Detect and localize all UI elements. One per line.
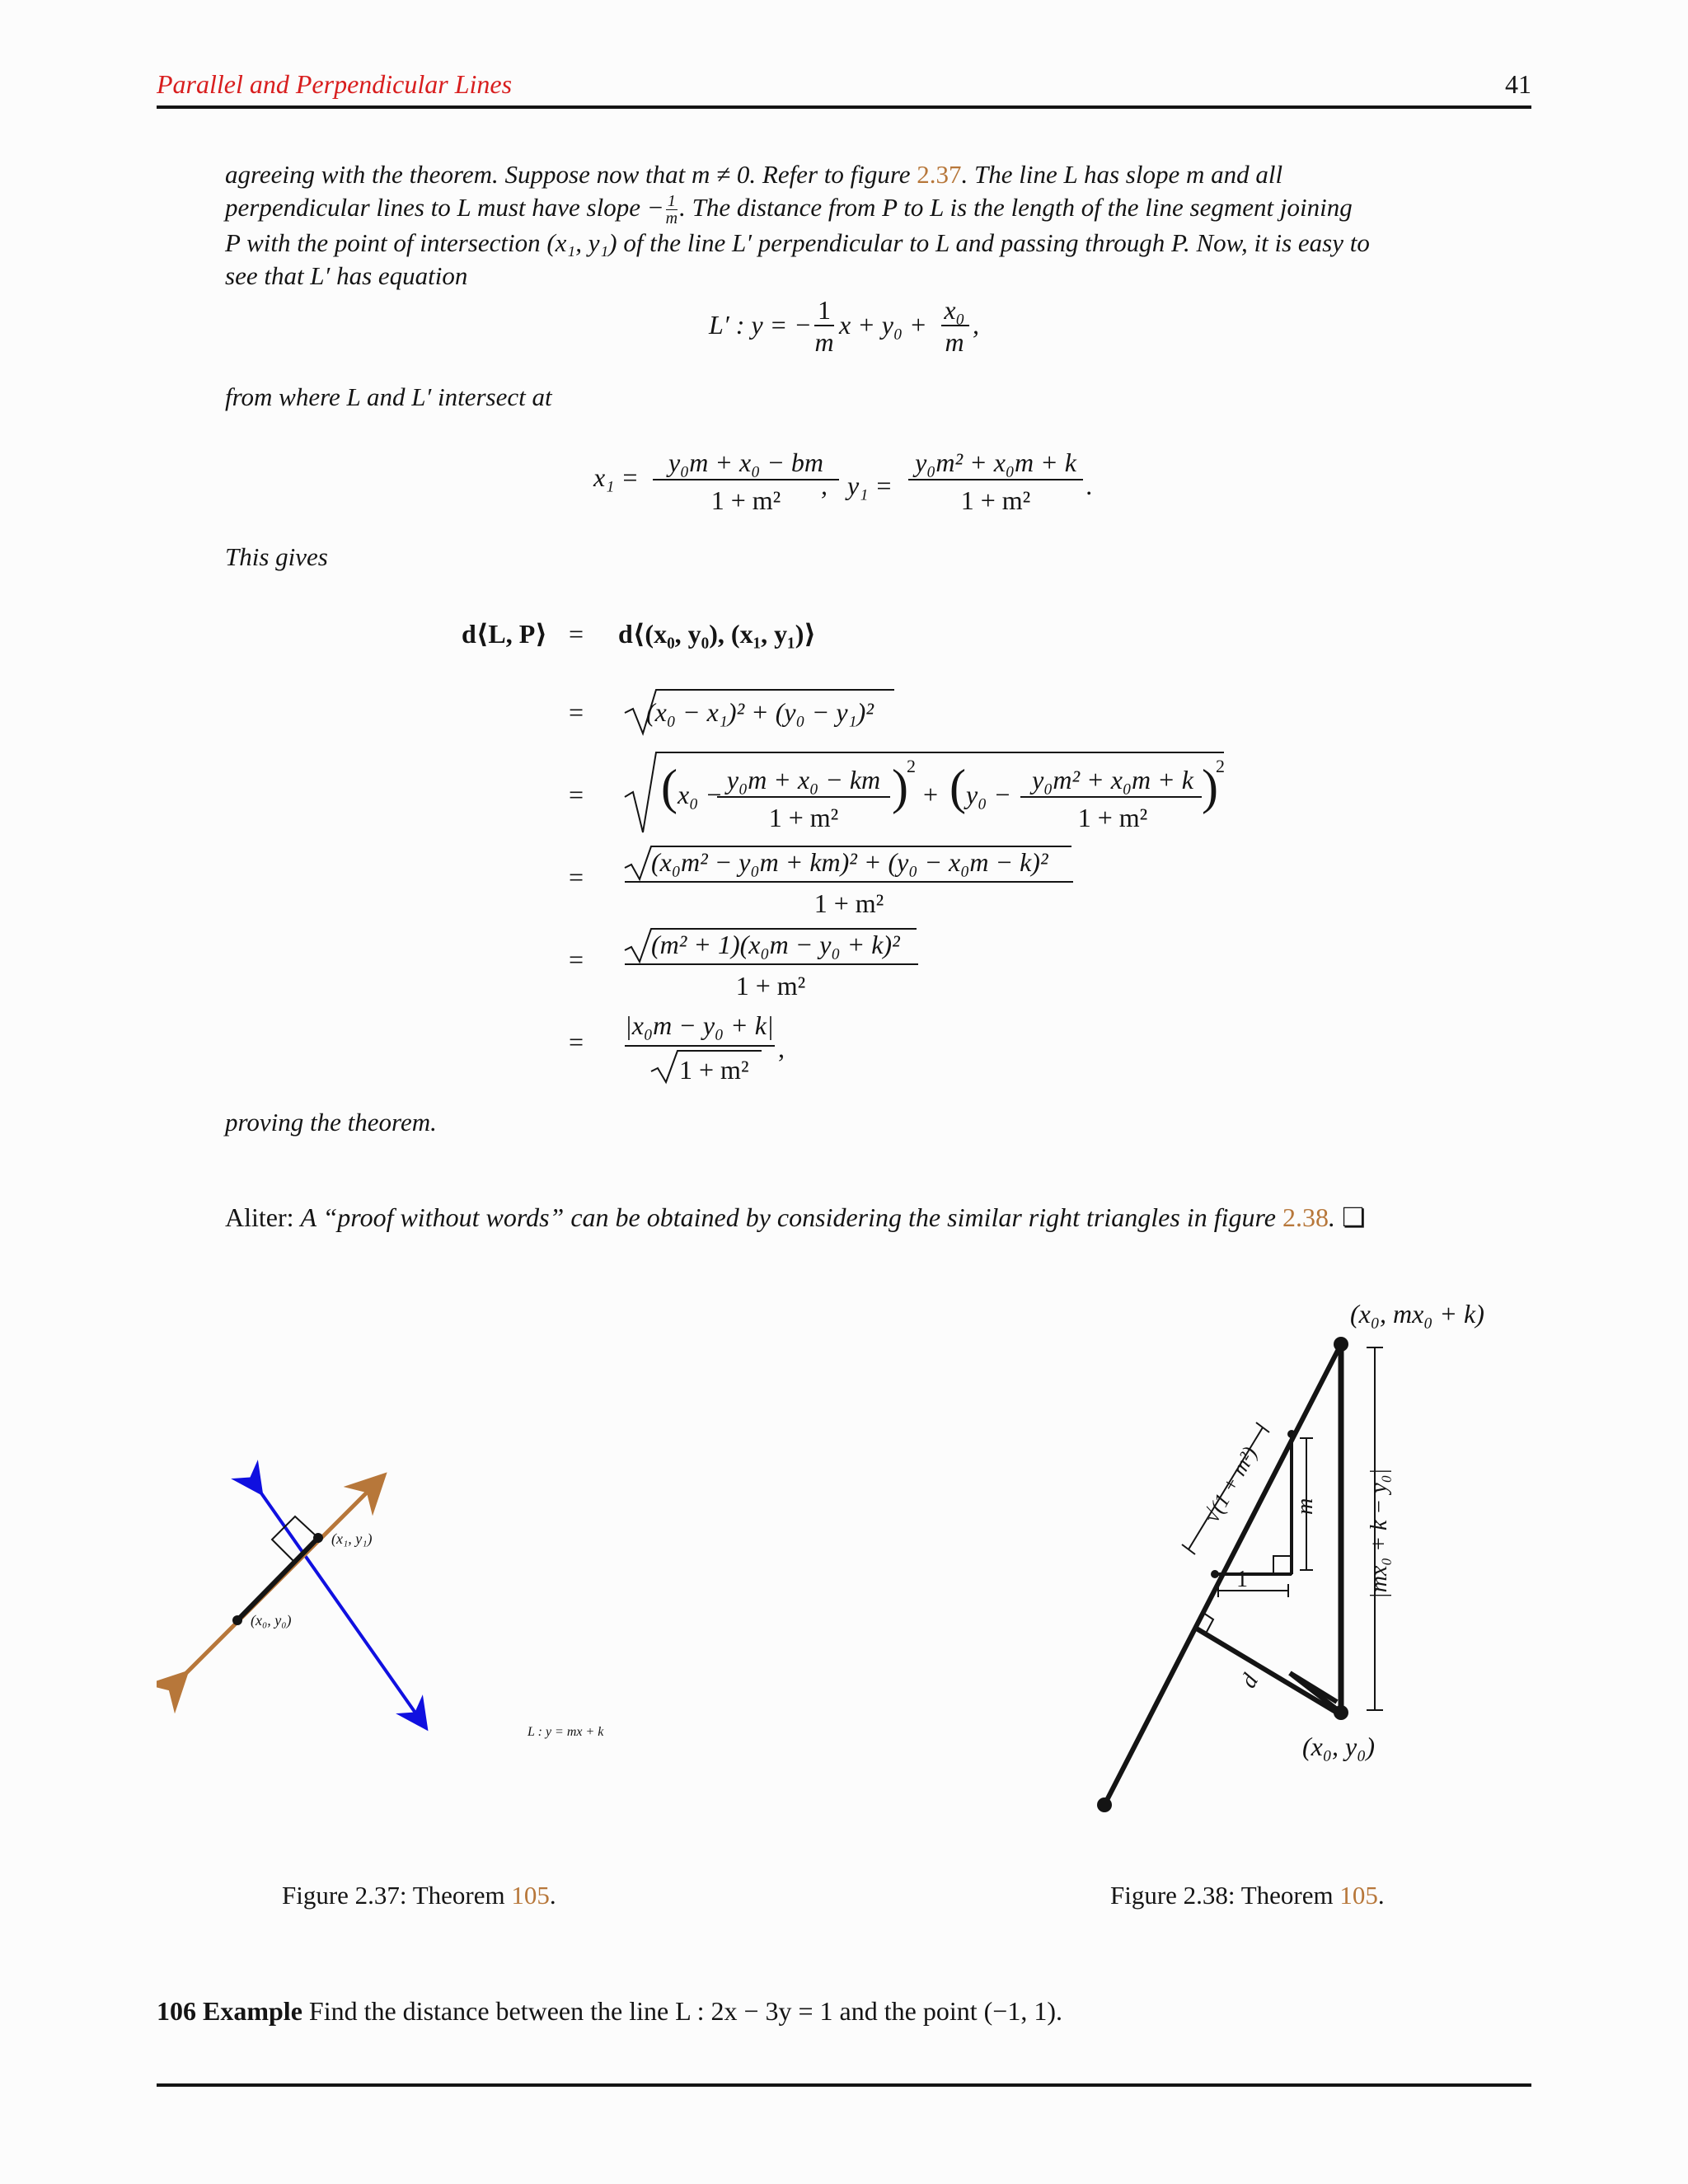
text-intersect: from where L and L′ intersect at	[225, 382, 552, 411]
paragraph-line-2: perpendicular lines to L must have slope − $\frac{1}{m}$ . The distance from P to L is the length of the line segment joining	[225, 192, 1353, 228]
svg-text:(: (	[661, 760, 678, 814]
svg-text:.: .	[1086, 471, 1093, 500]
figure-ref-link[interactable]: 2.37	[917, 160, 962, 189]
footer-rule	[157, 2083, 1531, 2087]
svg-text:=: =	[569, 780, 584, 809]
point-top	[1334, 1337, 1348, 1352]
example-text: Find the distance between the line L : 2x − 3y = 1 and the point (−1, 1).	[308, 1996, 1062, 2026]
aliter-paragraph: Aliter: A “proof without words” can be obtained by considering the similar right triangles in figure 2.38. ❏	[225, 1202, 1366, 1232]
running-header-title: Parallel and Perpendicular Lines	[157, 69, 513, 99]
svg-text:1 + m²: 1 + m²	[735, 971, 806, 1001]
distance-segment	[237, 1538, 318, 1620]
svg-text:1 + m²: 1 + m²	[1077, 803, 1148, 832]
svg-text:(x₀ − x₁)² + (y₀ − y₁)²: (x₀ − x₁)² + (y₀ − y₁)²	[646, 697, 874, 727]
svg-text:): )	[892, 760, 908, 814]
small-right-angle	[1273, 1556, 1292, 1574]
svg-text:1 + m²: 1 + m²	[768, 803, 839, 832]
figure-2-38	[1055, 1286, 1533, 1830]
equation-intersection	[577, 437, 1121, 519]
svg-text:m: m	[814, 327, 834, 357]
svg-text:,: ,	[973, 310, 979, 340]
distance-d	[1195, 1628, 1337, 1713]
svg-text:(x₀m² − y₀m + km)² + (y₀ − x₀m: (x₀m² − y₀m + km)² + (y₀ − x₀m − k)²	[651, 847, 1048, 877]
svg-text:m: m	[945, 327, 964, 357]
derivation-block	[445, 606, 1269, 1100]
svg-text:,: ,	[778, 1033, 785, 1063]
svg-text:y₀m² + x₀m + k: y₀m² + x₀m + k	[915, 448, 1076, 477]
theorem-ref-link[interactable]: 105	[511, 1881, 550, 1910]
svg-text:(: (	[950, 760, 966, 814]
label-x0y0: (x₀, y₀)	[251, 1612, 292, 1629]
example-number: 106	[157, 1996, 196, 2026]
svg-text:1 + m²: 1 + m²	[960, 485, 1031, 515]
svg-text:=: =	[569, 619, 584, 649]
label-x1y1: (x₁, y₁)	[331, 1530, 373, 1547]
label-one: 1	[1236, 1567, 1248, 1592]
theorem-ref-link[interactable]: 105	[1339, 1881, 1378, 1910]
point-line-end	[1097, 1797, 1112, 1812]
svg-text:|x₀m − y₀ + k|: |x₀m − y₀ + k|	[625, 1010, 774, 1040]
figure-2-37-caption: Figure 2.37: Theorem 105.	[282, 1881, 556, 1910]
figure-2-38-caption: Figure 2.38: Theorem 105.	[1110, 1881, 1385, 1910]
label-d: d	[1236, 1669, 1264, 1693]
svg-text:L′ : y = −: L′ : y = −	[709, 310, 812, 340]
svg-text:=: =	[569, 697, 584, 727]
svg-text:=: =	[569, 1027, 584, 1057]
svg-text:(m² + 1)(x₀m − y₀ + k)²: (m² + 1)(x₀m − y₀ + k)²	[651, 930, 900, 959]
right-angle-mark	[1203, 1613, 1213, 1632]
figure-2-37	[157, 1451, 651, 1797]
text-proving: proving the theorem.	[225, 1108, 437, 1137]
header-rule	[157, 105, 1531, 109]
svg-text:y₀ −: y₀ −	[966, 780, 1011, 809]
point-intersection	[313, 1533, 323, 1543]
line-L	[254, 1483, 419, 1718]
paragraph-intro	[225, 158, 1465, 293]
svg-text:d⟨(x₀, y₀), (x₁, y₁)⟩: d⟨(x₀, y₀), (x₁, y₁)⟩	[618, 619, 817, 649]
svg-text:=: =	[569, 944, 584, 974]
paragraph-line-4: see that L′ has equation	[225, 261, 468, 291]
svg-text:1: 1	[818, 295, 831, 325]
paragraph-line-1: agreeing with the theorem. Suppose now that m ≠ 0. Refer to figure 2.37. The line L has slope m and all	[225, 160, 1283, 189]
svg-text:2: 2	[1216, 756, 1225, 776]
svg-text:+: +	[923, 780, 939, 809]
label-hypotenuse: √(1 + m²)	[1199, 1442, 1263, 1527]
svg-text:2: 2	[907, 756, 916, 776]
svg-text:x₀ −: x₀ −	[678, 780, 723, 809]
paragraph-line-3: P with the point of intersection (x₁, y₁) of the line L′ perpendicular to L and passing through P. Now, it is easy to	[225, 228, 1370, 258]
label-m: m	[1292, 1497, 1318, 1515]
svg-text:1 + m²: 1 + m²	[814, 888, 884, 918]
svg-text:x + y₀ +: x + y₀ +	[839, 310, 927, 340]
equation-lprime	[692, 290, 1022, 364]
svg-text:): )	[1202, 760, 1218, 814]
svg-text:y₀m + x₀ − bm: y₀m + x₀ − bm	[668, 448, 824, 477]
aliter-label: Aliter:	[225, 1202, 294, 1232]
label-vertical-length: |mx₀ + k − y₀|	[1367, 1468, 1392, 1599]
svg-text:=: =	[569, 862, 584, 892]
example-label: Example	[203, 1996, 302, 2026]
example-106	[157, 1996, 1062, 2027]
page-number: 41	[1505, 69, 1531, 99]
svg-text:x₀: x₀	[944, 295, 965, 325]
label-line-L: L : y = mx + k	[528, 1725, 604, 1739]
qed-symbol: ❏	[1341, 1202, 1366, 1232]
svg-text:x₁ =: x₁ =	[593, 462, 639, 492]
svg-text:,: ,	[821, 471, 828, 500]
svg-text:y₀m + x₀ − km: y₀m + x₀ − km	[726, 765, 881, 794]
label-bottom-point: (x₀, y₀)	[1302, 1732, 1375, 1761]
svg-text:y₁ =: y₁ =	[847, 471, 893, 500]
label-top-point: (x₀, mx₀ + k)	[1350, 1299, 1484, 1329]
svg-text:d⟨L, P⟩: d⟨L, P⟩	[462, 619, 547, 649]
point-p	[232, 1615, 242, 1625]
point-p	[1334, 1705, 1348, 1720]
text-this-gives: This gives	[225, 542, 328, 571]
figure-ref-link[interactable]: 2.38	[1282, 1202, 1329, 1232]
svg-text:1 + m²: 1 + m²	[679, 1055, 749, 1085]
svg-text:1 + m²: 1 + m²	[710, 485, 781, 515]
svg-text:y₀m² + x₀m + k: y₀m² + x₀m + k	[1032, 765, 1193, 794]
